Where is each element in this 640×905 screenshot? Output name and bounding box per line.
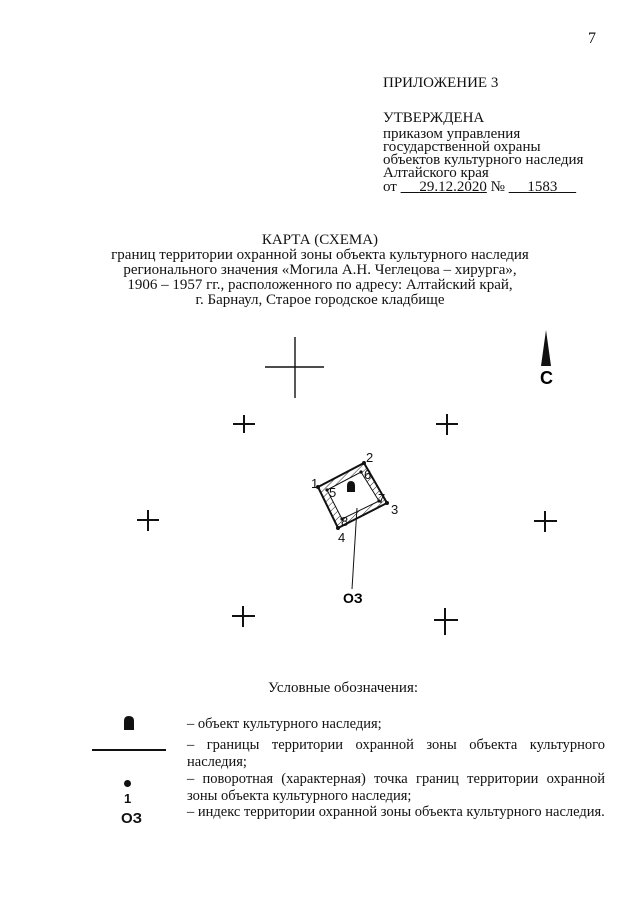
zone-index-symbol: ОЗ [121,810,143,827]
legend-heading: Условные обозначения: [268,680,419,696]
grid-cross [434,608,458,635]
grid-cross [436,414,458,435]
grid-cross [233,415,255,433]
approval-line: Алтайского края [383,165,489,181]
title-line-2: границ территории охранной зоны объекта культурного наследия [111,247,529,263]
point-label: 2 [366,450,374,465]
heritage-object-icon [347,481,355,492]
point-label: 8 [341,514,349,529]
north-arrow-icon [541,330,551,366]
number-sign: № [490,179,505,195]
point-label: 5 [329,485,337,500]
boundary-line-symbol [92,749,166,751]
legend-item-text: – поворотная (характерная) точка границ территории охранной зоны объекта культурного наследия; [187,771,605,804]
approval-line: приказом управления [383,126,521,142]
approval-heading: УТВЕРЖДЕНА [383,110,485,126]
grid-cross [232,606,255,627]
grid-cross [137,510,159,531]
approval-date: 29.12.2020 [419,179,487,195]
legend-item-text: – индекс территории охранной зоны объекта культурного наследия. [187,804,605,820]
point-label: 7 [378,491,386,506]
point-label: 1 [311,476,319,491]
point-label: 4 [338,530,346,545]
grid-cross [534,511,557,532]
approval-line: объектов культурного наследия [383,152,584,168]
date-prefix: от [383,179,397,195]
point-dot-icon [124,780,131,787]
title-line-5: г. Барнаул, Старое городское кладбище [195,292,445,308]
grid-cross-large [265,337,324,398]
point-symbol: 1 [124,776,131,806]
zone-index-label: ОЗ [343,590,363,606]
title-line-3: регионального значения «Могила А.Н. Чеглецова – хирурга», [123,262,517,278]
legend-item-text: – границы территории охранной зоны объекта культурного наследия; [187,737,605,770]
appendix-label: ПРИЛОЖЕНИЕ 3 [383,75,499,91]
heritage-symbol-icon [122,715,136,731]
title-line-1: КАРТА (СХЕМА) [261,232,379,248]
point-label: 3 [391,502,399,517]
point-label: 6 [364,467,372,482]
title-line-4: 1906 – 1957 гг., расположенного по адресу: Алтайский край, [127,277,513,293]
approval-line: государственной охраны [383,139,541,155]
legend-item-text: – объект культурного наследия; [187,716,382,732]
north-label: С [540,368,553,388]
approval-number: 1583 [527,179,558,195]
page-number: 7 [588,30,596,47]
